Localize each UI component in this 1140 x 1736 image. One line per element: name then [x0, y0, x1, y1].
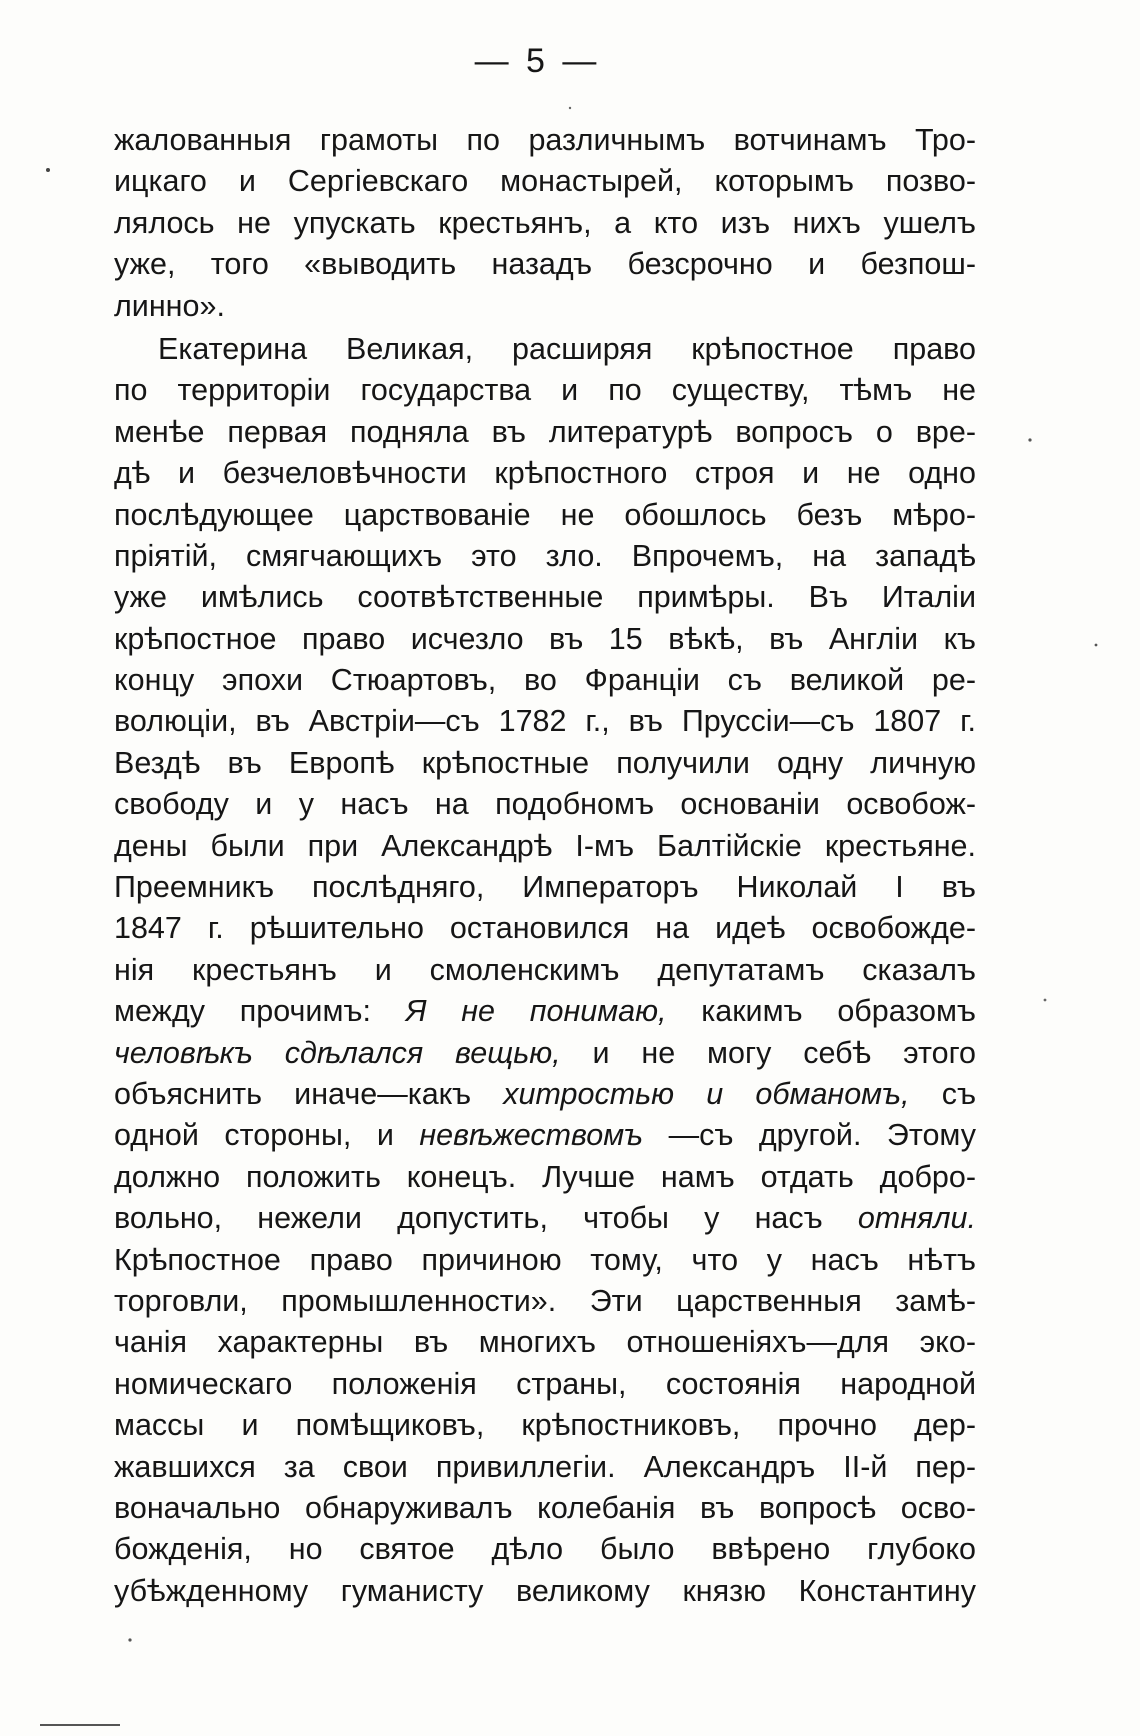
- text-line: [114, 991, 976, 1032]
- text-body: [114, 120, 976, 1612]
- italic-quote: хитростью и обманомъ,: [503, 1076, 910, 1111]
- text-line: уже, того «выводить назадъ безсрочно и безпош-: [114, 247, 976, 282]
- text-line: [114, 1198, 976, 1239]
- text-run: между прочимъ:: [114, 994, 406, 1029]
- text-line: жалованныя грамоты по различнымъ вотчинамъ Тро-: [114, 123, 976, 157]
- speck: [1095, 644, 1098, 647]
- text-line: дены были при Александрѣ І-мъ Балтійскіе крестьяне.: [114, 828, 976, 863]
- text-line: [114, 1033, 976, 1074]
- text-line: свободу и у насъ на подобномъ основаніи освобож-: [114, 787, 976, 822]
- speck: [1044, 999, 1047, 1002]
- paragraph-1: [114, 120, 976, 327]
- text-line: дѣ и безчеловѣчности крѣпостного строя и не одно: [114, 456, 976, 491]
- text-run: какимъ образомъ: [701, 994, 976, 1029]
- text-line: менѣе первая подняла въ литературѣ вопросъ о вре-: [114, 414, 976, 449]
- text-line: номическаго положенія страны, состоянія народной: [114, 1366, 976, 1401]
- text-line: воначально обнаруживалъ колебанія въ вопросѣ осво-: [114, 1490, 976, 1525]
- text-run: —съ другой. Этому: [668, 1118, 976, 1153]
- text-line: линно».: [114, 288, 225, 323]
- text-run: одной стороны, и: [114, 1118, 420, 1153]
- text-run: вольно, нежели допустить, чтобы у насъ: [114, 1201, 858, 1236]
- italic-quote: человѣкъ сдѣлался вещью,: [114, 1035, 561, 1070]
- text-line: нія крестьянъ и смоленскимъ депутатамъ сказалъ: [114, 952, 976, 987]
- italic-quote: отняли.: [857, 1201, 976, 1236]
- text-run: съ: [941, 1076, 976, 1111]
- text-run: и не могу себѣ этого: [592, 1035, 976, 1070]
- text-line: уже имѣлись соотвѣтственные примѣры. Въ Италіи: [114, 580, 976, 615]
- speck: [40, 1724, 120, 1726]
- text-line: массы и помѣщиковъ, крѣпостниковъ, прочно дер-: [114, 1408, 976, 1443]
- text-run: объяснить иначе—какъ: [114, 1076, 504, 1111]
- paragraph-2: [114, 329, 976, 1612]
- text-line: 1847 г. рѣшительно остановился на идеѣ освобожде-: [114, 911, 976, 946]
- text-line: божденія, но святое дѣло было ввѣрено глубоко: [114, 1532, 976, 1567]
- speck: [1028, 438, 1031, 441]
- text-line: послѣдующее царствованіе не обошлось безъ мѣро-: [114, 497, 976, 532]
- text-line: волюціи, въ Австріи—съ 1782 г., въ Пруссіи—съ 1807 г.: [114, 704, 976, 739]
- text-line: крѣпостное право исчезло въ 15 вѣкѣ, въ Англіи къ: [114, 621, 976, 656]
- italic-quote: невѣжествомъ: [419, 1118, 644, 1153]
- text-line: торговли, промышленности». Эти царственныя замѣ-: [114, 1283, 976, 1318]
- text-line: Крѣпостное право причиною тому, что у насъ нѣтъ: [114, 1242, 976, 1277]
- text-line: концу эпохи Стюартовъ, во Франціи съ великой ре-: [114, 663, 976, 698]
- text-line: должно положить конецъ. Лучше намъ отдать добро-: [114, 1159, 976, 1194]
- text-line: по территоріи государства и по существу, тѣмъ не: [114, 373, 976, 408]
- text-line: лялось не упускать крестьянъ, а кто изъ нихъ ушелъ: [114, 205, 976, 240]
- speck: [46, 168, 50, 172]
- text-line: ицкаго и Сергіевскаго монастырей, которымъ позво-: [114, 164, 976, 199]
- speck: [569, 107, 571, 109]
- text-line: пріятій, смягчающихъ это зло. Впрочемъ, на западѣ: [114, 538, 976, 573]
- page-number: — 5 —: [474, 42, 601, 80]
- text-line: Преемникъ послѣдняго, Императоръ Николай І въ: [114, 870, 976, 905]
- speck: [128, 1638, 131, 1641]
- text-line: убѣжденному гуманисту великому князю Константину: [114, 1573, 976, 1608]
- text-line: Вездѣ въ Европѣ крѣпостные получили одну личную: [114, 745, 976, 780]
- text-line: чанія характерны въ многихъ отношеніяхъ—для эко-: [114, 1325, 976, 1360]
- text-line: [114, 1074, 976, 1115]
- text-line: Екатерина Великая, расширяя крѣпостное право: [158, 331, 976, 366]
- italic-quote: Я не понимаю,: [405, 994, 667, 1029]
- text-line: жавшихся за свои привиллегіи. Александръ ІІ-й пер-: [114, 1449, 976, 1484]
- text-line: [114, 1115, 976, 1156]
